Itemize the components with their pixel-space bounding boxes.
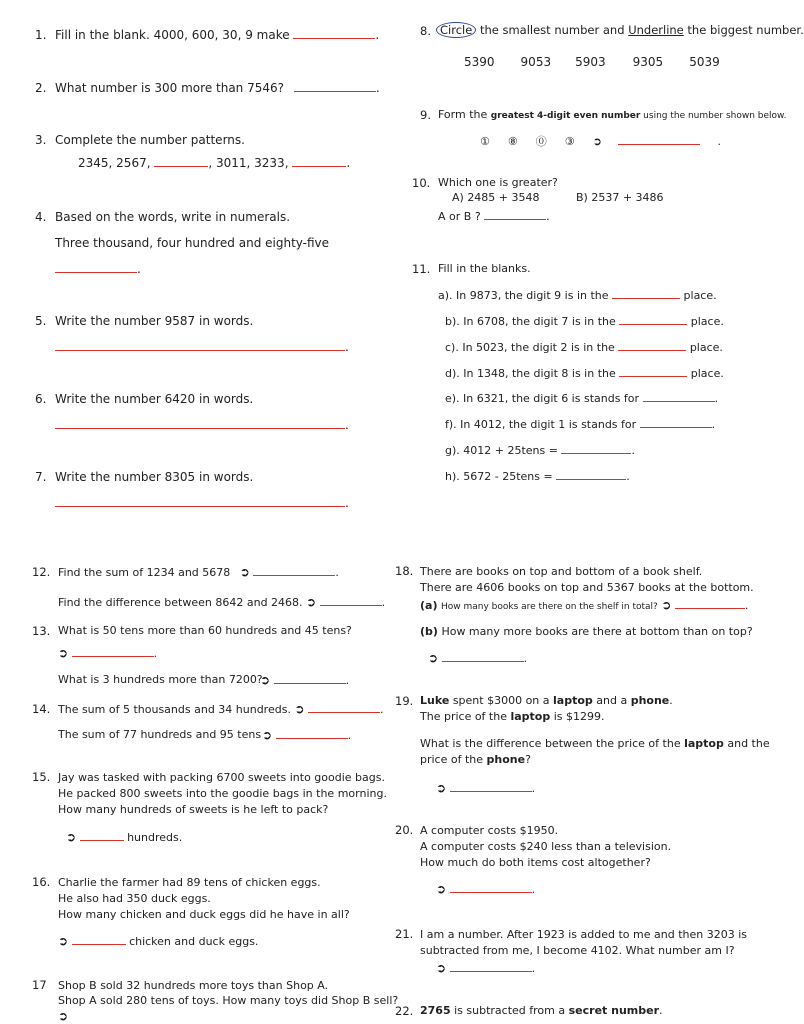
q11-part-end: .: [631, 444, 635, 457]
q15-number: 15.: [32, 770, 51, 784]
q11-part-text: a). In 9873, the digit 9 is in the: [438, 289, 609, 302]
q7-answer-blank[interactable]: [55, 505, 345, 507]
q1-number: 1.: [35, 28, 47, 42]
q21-blank[interactable]: [450, 970, 532, 972]
q9-answer-blank[interactable]: [618, 143, 700, 145]
q1-prompt: Fill in the blank. 4000, 600, 30, 9 make: [55, 28, 290, 42]
q3-pattern: [78, 156, 350, 170]
period: .: [153, 647, 158, 660]
q13-b-text: What is 3 hundreds more than 7200?: [58, 673, 263, 686]
period: .: [345, 340, 349, 354]
q14-a: [58, 702, 384, 716]
q2-prompt: What number is 300 more than 7546?: [55, 81, 285, 95]
q22-end: .: [659, 1004, 663, 1017]
period: .: [345, 418, 349, 432]
q15-text: [58, 770, 387, 818]
period: .: [346, 156, 351, 170]
q19-laptop: laptop: [684, 737, 724, 750]
period: .: [744, 599, 749, 612]
q7-prompt: Write the number 8305 in words.: [55, 470, 254, 484]
q19-laptop: laptop: [553, 694, 593, 707]
q19-t1: spent $3000 on a: [449, 694, 554, 707]
q15-line: He packed 800 sweets into the goodie bags in the morning.: [58, 787, 387, 800]
q8-option[interactable]: 9305: [632, 55, 664, 69]
q10-number: 10.: [412, 176, 431, 190]
digit-0-icon: ⓪: [535, 135, 547, 148]
q5-answer: [55, 340, 349, 354]
period: .: [345, 496, 349, 510]
q11-part: [445, 418, 715, 431]
q8-option[interactable]: 5039: [689, 55, 720, 69]
q10-ask: [438, 210, 550, 223]
arrow-icon: ➲: [262, 728, 273, 742]
q16-blank[interactable]: [72, 943, 126, 945]
q20-blank[interactable]: [450, 891, 532, 893]
q4-words: Three thousand, four hundred and eighty-five: [55, 236, 330, 250]
q6-answer-blank[interactable]: [55, 427, 345, 429]
q22-mid: is subtracted from a: [450, 1004, 569, 1017]
q9-bold-text: greatest 4-digit even number: [490, 111, 641, 121]
q11-part-end: place.: [690, 315, 724, 328]
arrow-icon: ➲: [428, 651, 439, 665]
q11-blank[interactable]: [619, 375, 687, 377]
q19-l4a: price of the: [420, 753, 487, 766]
q11-blank[interactable]: [618, 349, 686, 351]
q19-l2b: is $1299.: [550, 710, 605, 723]
q8-end-text: the biggest number.: [683, 23, 804, 37]
q13-a-text: What is 50 tens more than 60 hundreds and 45 tens?: [58, 624, 352, 637]
q20-line: A computer costs $240 less than a television.: [420, 840, 672, 853]
q11-part-end: place.: [690, 367, 724, 380]
q19-laptop: laptop: [510, 710, 551, 723]
q6-answer: [55, 418, 349, 432]
q8-number: 8.: [420, 24, 431, 38]
q11-part-text: h). 5672 - 25tens =: [445, 470, 553, 483]
q12-b: [58, 595, 385, 609]
q4-prompt: Based on the words, write in numerals.: [55, 210, 291, 224]
q11-prompt: Fill in the blanks.: [438, 262, 531, 275]
q7-answer: [55, 496, 349, 510]
q22-bold: 2765: [420, 1004, 451, 1017]
arrow-icon: ➲: [306, 595, 317, 609]
q13-a-blank[interactable]: [72, 655, 154, 657]
q21-text: [420, 927, 747, 959]
q11-blank[interactable]: [556, 478, 626, 480]
q4-answer-blank[interactable]: [55, 271, 137, 273]
q19-t2: and a: [592, 694, 631, 707]
q16-number: 16.: [32, 875, 51, 889]
q2-number: 2.: [35, 81, 47, 95]
q1-answer-blank[interactable]: [293, 37, 375, 39]
q20-answer: [436, 882, 535, 896]
q21-answer: [436, 961, 535, 975]
arrow-icon: ➲: [436, 961, 447, 975]
arrow-icon: ➲: [239, 565, 250, 579]
q22-secret: secret number: [568, 1004, 659, 1017]
q9-digits: [480, 133, 739, 149]
q12-a: [58, 565, 339, 579]
q8-option[interactable]: 5390: [464, 55, 495, 69]
period: .: [523, 652, 528, 665]
q20-line: How much do both items cost altogether?: [420, 856, 651, 869]
q9-text-b: using the number shown below.: [640, 111, 787, 121]
q22-number: 22.: [395, 1004, 414, 1018]
q15-line: How many hundreds of sweets is he left to pack?: [58, 803, 329, 816]
q14-a-blank[interactable]: [308, 711, 380, 713]
q18-b-answer: [428, 651, 527, 665]
q11-part-text: g). 4012 + 25tens =: [445, 444, 558, 457]
q18-b: [420, 625, 753, 638]
q19-blank[interactable]: [450, 790, 532, 792]
q8-circle-word: Circle: [436, 22, 476, 38]
arrow-icon: ➲: [66, 830, 77, 844]
q14-number: 14.: [32, 702, 51, 716]
q21-line: I am a number. After 1923 is added to me and then 3203 is: [420, 928, 747, 941]
q19-line-3: [420, 737, 770, 750]
q17-line: Shop B sold 32 hundreds more toys than Shop A.: [58, 979, 329, 992]
period: .: [347, 729, 352, 742]
q8-prompt: [436, 22, 804, 38]
q10-option-b: B) 2537 + 3486: [576, 191, 664, 204]
period: .: [375, 81, 380, 95]
arrow-icon: ➲: [58, 646, 69, 660]
q9-text-a: Form the: [438, 108, 491, 121]
q18-a-blank[interactable]: [675, 607, 745, 609]
q19-phone: phone: [630, 694, 670, 707]
q15-blank[interactable]: [80, 839, 124, 841]
q11-part: [445, 367, 724, 380]
q18-b-label: (b): [420, 625, 438, 638]
arrow-icon: ➲: [592, 135, 602, 148]
q20-line: A computer costs $1950.: [420, 824, 559, 837]
q19-t3: .: [669, 694, 673, 707]
q20-number: 20.: [395, 823, 414, 837]
q11-part: [438, 289, 717, 302]
period: .: [531, 883, 536, 896]
q8-mid-text: the smallest number and: [476, 23, 629, 37]
q11-part-end: place.: [689, 341, 723, 354]
q4-number: 4.: [35, 210, 47, 224]
q11-blank[interactable]: [640, 426, 712, 428]
period: .: [546, 210, 550, 223]
q16-line: How many chicken and duck eggs did he have in all?: [58, 908, 350, 921]
q3-prompt: Complete the number patterns.: [55, 133, 245, 147]
q15-answer: [66, 830, 182, 844]
q18-a-text: How many books are there on the shelf in total?: [440, 602, 658, 612]
q3-number: 3.: [35, 133, 47, 147]
q13-number: 13.: [32, 624, 51, 638]
digit-1-icon: ①: [480, 135, 490, 148]
q9-number: 9.: [420, 108, 431, 122]
arrow-icon: ➲: [58, 1009, 69, 1023]
q12-b-blank[interactable]: [320, 604, 382, 606]
q8-numbers: [464, 55, 720, 69]
q19-l3b: and the: [723, 737, 770, 750]
period: .: [380, 703, 384, 716]
q19-line-2: [420, 710, 605, 723]
q19-l2a: The price of the: [420, 710, 511, 723]
q1-text: [55, 28, 379, 42]
q14-b-blank[interactable]: [276, 737, 348, 739]
q15-unit: hundreds.: [127, 831, 183, 844]
q11-part-text: e). In 6321, the digit 6 is stands for: [445, 392, 640, 405]
q9-prompt: [438, 108, 786, 121]
q2-text: [55, 81, 380, 95]
q11-part-end: .: [626, 470, 630, 483]
q6-number: 6.: [35, 392, 47, 406]
q15-line: Jay was tasked with packing 6700 sweets into goodie bags.: [58, 771, 385, 784]
q19-line-1: [420, 694, 673, 707]
q11-part: [445, 470, 630, 483]
q12-a-text: Find the sum of 1234 and 5678: [58, 566, 231, 579]
q5-answer-blank[interactable]: [55, 349, 345, 351]
q18-number: 18.: [395, 564, 414, 578]
digit-8-icon: ⑧: [507, 135, 518, 148]
q3-pattern-mid: , 3011, 3233,: [208, 156, 289, 170]
q16-answer: [58, 934, 258, 948]
q11-blank[interactable]: [561, 452, 631, 454]
q17-text: [58, 978, 398, 1008]
q19-l4b: ?: [525, 753, 531, 766]
q12-b-text: Find the difference between 8642 and 2468.: [58, 596, 303, 609]
q11-part: [445, 392, 718, 405]
q21-line: subtracted from me, I become 4102. What number am I?: [420, 944, 735, 957]
q11-part-end: place.: [683, 289, 717, 302]
q18-a: [420, 598, 748, 612]
q12-a-blank[interactable]: [253, 574, 335, 576]
q20-text: [420, 823, 671, 871]
q11-part-end: .: [714, 392, 719, 405]
q10-ask-text: A or B ?: [438, 210, 481, 223]
q17-number: 17: [32, 978, 47, 992]
q16-text: [58, 875, 350, 923]
q11-part: [445, 341, 723, 354]
q11-part-end: .: [711, 418, 716, 431]
q3-blank-2[interactable]: [292, 165, 346, 167]
arrow-icon: ➲: [294, 702, 305, 716]
arrow-icon: ➲: [436, 882, 447, 896]
arrow-icon: ➲: [436, 781, 447, 795]
q19-l3a: What is the difference between the price of the: [420, 737, 685, 750]
period: .: [335, 566, 339, 579]
q6-prompt: Write the number 6420 in words.: [55, 392, 254, 406]
q16-unit: chicken and duck eggs.: [129, 935, 259, 948]
q13-b-blank[interactable]: [274, 682, 346, 684]
q19-luke: Luke: [420, 694, 450, 707]
q2-answer-blank[interactable]: [294, 90, 376, 92]
q21-number: 21.: [395, 927, 414, 941]
q5-prompt: Write the number 9587 in words.: [55, 314, 254, 328]
q17-line: Shop A sold 280 tens of toys. How many toys did Shop B sell?: [58, 994, 399, 1007]
q11-blank[interactable]: [643, 400, 715, 402]
arrow-icon: ➲: [58, 934, 69, 948]
q14-b-answer: [262, 728, 351, 742]
q19-answer: [436, 781, 535, 795]
q8-option[interactable]: 9053: [520, 55, 552, 69]
q10-answer-blank[interactable]: [484, 218, 546, 220]
q4-answer: [55, 262, 141, 276]
q10-option-a: A) 2485 + 3548: [452, 191, 540, 204]
q11-number: 11.: [412, 262, 431, 276]
q11-part: [445, 315, 724, 328]
q14-b-text: The sum of 77 hundreds and 95 tens: [58, 728, 262, 741]
period: .: [137, 262, 141, 276]
period: .: [531, 962, 536, 975]
q11-part-text: f). In 4012, the digit 1 is stands for: [445, 418, 637, 431]
q8-underline-word: Underline: [628, 23, 684, 37]
q14-a-text: The sum of 5 thousands and 34 hundreds.: [58, 703, 291, 716]
q18-a-label: (a): [420, 599, 438, 612]
q18-b-blank[interactable]: [442, 660, 524, 662]
q13-b-answer: [260, 673, 349, 687]
q7-number: 7.: [35, 470, 47, 484]
q11-blank[interactable]: [612, 297, 680, 299]
q19-line-4: [420, 753, 531, 766]
q22-text: [420, 1004, 663, 1017]
q11-part-text: d). In 1348, the digit 8 is in the: [445, 367, 616, 380]
q16-line: Charlie the farmer had 89 tens of chicken eggs.: [58, 876, 321, 889]
q11-blank[interactable]: [619, 323, 687, 325]
q17-answer: [58, 1009, 68, 1023]
period: .: [381, 596, 386, 609]
q11-part-text: c). In 5023, the digit 2 is in the: [445, 341, 615, 354]
q19-phone: phone: [486, 753, 526, 766]
arrow-icon: ➲: [260, 673, 271, 687]
q12-number: 12.: [32, 565, 51, 579]
q11-part: [445, 444, 635, 457]
q11-part-text: b). In 6708, the digit 7 is in the: [445, 315, 616, 328]
q16-line: He also had 350 duck eggs.: [58, 892, 211, 905]
period: .: [375, 28, 380, 42]
q3-pattern-start: 2345, 2567,: [78, 156, 151, 170]
period: .: [717, 135, 721, 148]
period: .: [531, 782, 536, 795]
q18-line: There are 4606 books on top and 5367 books at the bottom.: [420, 581, 754, 594]
digit-3-icon: ③: [564, 135, 575, 148]
q18-line: There are books on top and bottom of a book shelf.: [420, 565, 703, 578]
q18-b-text: How many more books are there at bottom than on top?: [441, 625, 753, 638]
q3-blank-1[interactable]: [154, 165, 208, 167]
q10-prompt: Which one is greater?: [438, 176, 558, 189]
period: .: [345, 674, 350, 687]
q18-text: [420, 564, 754, 596]
q8-option[interactable]: 5903: [575, 55, 606, 69]
arrow-icon: ➲: [661, 598, 672, 612]
q13-a-answer: [58, 646, 157, 660]
q5-number: 5.: [35, 314, 47, 328]
q19-number: 19.: [395, 694, 414, 708]
